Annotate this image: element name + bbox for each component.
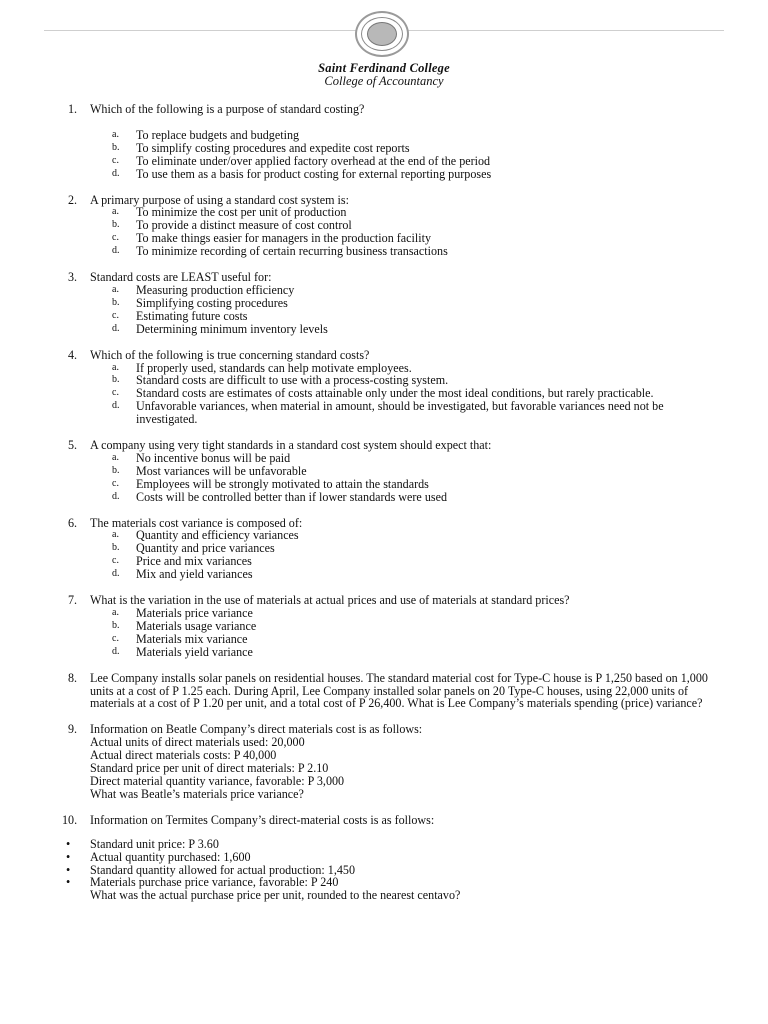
choice-letter: b.	[112, 464, 120, 476]
choice-text: To provide a distinct measure of cost control	[136, 218, 352, 233]
choice-item	[90, 168, 726, 181]
bullet-item	[66, 875, 726, 890]
question-text: What is the variation in the use of materials at actual prices and use of materials at standard prices?	[90, 593, 570, 608]
question-block	[0, 723, 768, 800]
choice-letter: c.	[112, 154, 119, 166]
choice-text: Estimating future costs	[136, 308, 248, 323]
question-number: 3.	[68, 270, 78, 285]
question-list	[0, 103, 768, 902]
question-number: 8.	[68, 670, 78, 685]
choice-letter: c.	[112, 387, 119, 399]
choice-list	[90, 452, 726, 504]
choice-list	[90, 206, 726, 258]
choice-letter: d.	[112, 322, 120, 334]
question-block	[0, 103, 768, 181]
department-name: College of Accountancy	[324, 74, 444, 88]
question-block	[0, 672, 768, 711]
info-line: Information on Beatle Company’s direct materials cost is as follows:	[90, 722, 423, 737]
bullet-list	[0, 838, 768, 903]
question-text: The materials cost variance is composed of:	[90, 515, 303, 530]
info-line: Actual units of direct materials used: 20,000	[90, 735, 305, 750]
choice-text: Costs will be controlled better than if lower standards were used	[136, 489, 447, 504]
choice-letter: c.	[112, 477, 119, 489]
choice-text: To make things easier for managers in the production facility	[136, 231, 432, 246]
info-line: Standard price per unit of direct materials: P 2.10	[90, 761, 329, 776]
choice-letter: b.	[112, 374, 120, 386]
choice-text: To use them as a basis for product costing for external reporting purposes	[136, 166, 492, 181]
bullet-dot: •	[66, 836, 71, 851]
question-block	[0, 194, 768, 259]
question-number: 5.	[68, 438, 78, 453]
bullet-text: Standard unit price: P 3.60	[90, 836, 219, 851]
choice-text: Mix and yield variances	[136, 567, 253, 582]
question-block	[0, 517, 768, 582]
choice-text: To simplify costing procedures and expedite cost reports	[136, 140, 410, 155]
choice-item	[90, 323, 726, 336]
choice-letter: a.	[112, 128, 119, 140]
choice-text: To minimize recording of certain recurring business transactions	[136, 244, 448, 259]
question-text: Information on Termites Company’s direct-material costs is as follows:	[90, 812, 435, 827]
choice-text: Simplifying costing procedures	[136, 295, 288, 310]
college-seal-logo	[355, 11, 409, 57]
choice-letter: c.	[112, 309, 119, 321]
question-number: 9.	[68, 722, 78, 737]
choice-text: To replace budgets and budgeting	[136, 127, 300, 142]
seal-emblem	[367, 22, 397, 46]
choice-text: Materials price variance	[136, 606, 253, 620]
bullet-text: Materials purchase price variance, favorable: P 240	[90, 875, 339, 890]
question-number: 7.	[68, 593, 78, 608]
choice-letter: b.	[112, 619, 120, 631]
bullet-text: Standard quantity allowed for actual production: 1,450	[90, 862, 355, 877]
question-block	[0, 349, 768, 426]
choice-letter: a.	[112, 607, 119, 618]
choice-text: To minimize the cost per unit of production	[136, 205, 347, 220]
choice-letter: b.	[112, 542, 120, 554]
question-block	[0, 594, 768, 659]
info-line: What was Beatle’s materials price variance?	[90, 786, 304, 801]
question-text: A company using very tight standards in a standard cost system should expect that:	[90, 438, 492, 453]
choice-list	[90, 607, 726, 659]
choice-item	[90, 491, 726, 504]
question-text: A primary purpose of using a standard cost system is:	[90, 192, 349, 207]
choice-letter: a.	[112, 283, 119, 295]
choice-item	[90, 245, 726, 258]
choice-letter: a.	[112, 451, 119, 463]
bullet-dot: •	[66, 875, 71, 890]
choice-item	[90, 646, 726, 659]
question-number: 2.	[68, 192, 78, 207]
question-block	[0, 439, 768, 504]
choice-text: If properly used, standards can help motivate employees.	[136, 360, 412, 375]
bullet-text: Actual quantity purchased: 1,600	[90, 849, 251, 864]
college-name: Saint Ferdinand College	[318, 61, 450, 75]
choice-text: Standard costs are difficult to use with a process-costing system.	[136, 373, 449, 388]
choice-letter: c.	[112, 232, 119, 244]
choice-letter: d.	[112, 490, 120, 502]
choice-text: Materials mix variance	[136, 631, 248, 646]
choice-letter: c.	[112, 555, 119, 567]
question-text: What was the actual purchase price per unit, rounded to the nearest centavo?	[90, 888, 461, 903]
choice-letter: d.	[112, 167, 120, 179]
choice-list	[90, 529, 726, 581]
choice-letter: d.	[112, 245, 120, 257]
bullet-dot: •	[66, 849, 71, 864]
choice-letter: d.	[112, 400, 120, 412]
choice-letter: a.	[112, 206, 119, 218]
choice-letter: b.	[112, 296, 120, 308]
choice-text: Price and mix variances	[136, 554, 252, 569]
choice-text: Quantity and price variances	[136, 541, 275, 556]
info-line: Direct material quantity variance, favorable: P 3,000	[90, 773, 345, 788]
choice-text: Unfavorable variances, when material in amount, should be investigated, but favorable variances need not be investigated.	[136, 399, 664, 427]
question-number: 4.	[68, 347, 78, 362]
question-text: Lee Company installs solar panels on residential houses. The standard material cost for Type-C house is P 1,250 based on 1,000 units at a cost of P 1.25 each. During April, Lee Company installed solar panels on 20 Type-C houses, using 22,000 units of materials at a cost of P 1.20 per unit, and a total cost of P 26,400. What is Lee Company’s materials spending (price) variance?	[90, 670, 708, 711]
question-text: Which of the following is a purpose of standard costing?	[90, 102, 365, 116]
question-number: 10.	[62, 812, 78, 827]
choice-letter: b.	[112, 219, 120, 231]
choice-letter: d.	[112, 645, 120, 657]
question-block	[0, 814, 768, 827]
choice-text: No incentive bonus will be paid	[136, 450, 291, 465]
choice-text: Measuring production efficiency	[136, 282, 295, 297]
choice-item	[90, 400, 726, 426]
choice-letter: b.	[112, 141, 120, 153]
question-number: 6.	[68, 515, 78, 530]
choice-letter: d.	[112, 568, 120, 580]
choice-list	[90, 362, 726, 427]
bullet-dot: •	[66, 862, 71, 877]
choice-list	[90, 129, 726, 181]
question-block	[0, 271, 768, 336]
choice-letter: a.	[112, 529, 119, 541]
choice-letter: a.	[112, 361, 119, 373]
document-header	[0, 62, 768, 88]
choice-letter: c.	[112, 632, 119, 644]
choice-text: Most variances will be unfavorable	[136, 463, 307, 478]
choice-text: Materials yield variance	[136, 644, 253, 659]
choice-text: Standard costs are estimates of costs attainable only under the most ideal conditions, but rarely practicable.	[136, 386, 654, 401]
choice-item	[90, 568, 726, 581]
choice-text: Materials usage variance	[136, 618, 257, 633]
choice-text: To eliminate under/over applied factory overhead at the end of the period	[136, 153, 491, 168]
choice-text: Quantity and efficiency variances	[136, 528, 299, 543]
question-text: Which of the following is true concerning standard costs?	[90, 347, 370, 362]
choice-text: Employees will be strongly motivated to attain the standards	[136, 476, 429, 491]
question-number: 1.	[68, 102, 78, 116]
question-text: Standard costs are LEAST useful for:	[90, 270, 272, 285]
choice-text: Determining minimum inventory levels	[136, 321, 328, 336]
info-line: Actual direct materials costs: P 40,000	[90, 748, 277, 763]
choice-list	[90, 284, 726, 336]
